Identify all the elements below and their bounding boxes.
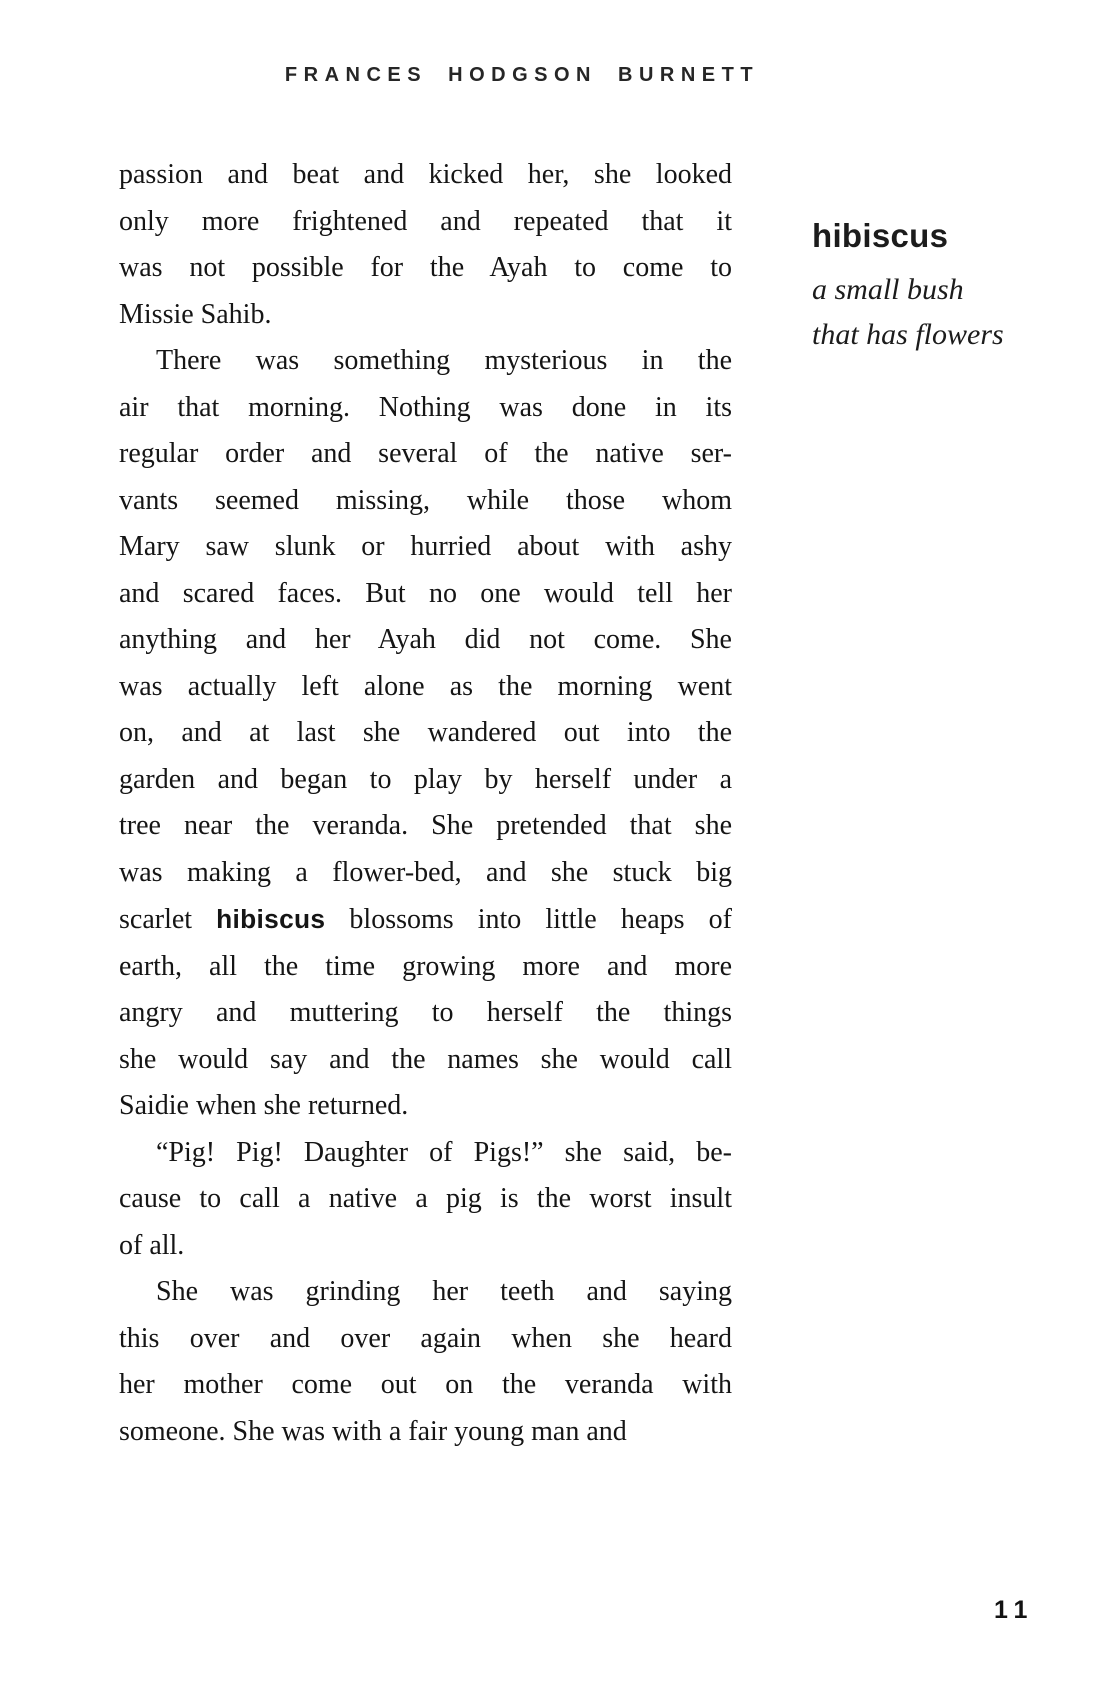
body-line: Missie Sahib.	[119, 298, 272, 330]
glossary-term: hibiscus	[812, 217, 949, 254]
body-line: “Pig! Pig! Daughter of Pigs!” she said, be-	[156, 1136, 732, 1168]
body-line: She was grinding her teeth and saying	[156, 1276, 732, 1307]
body-line: air that morning. Nothing was done in its	[119, 391, 732, 423]
body-line: scarlet hibiscus blossoms into little heaps of	[119, 904, 733, 935]
body-line: was actually left alone as the morning went	[119, 670, 732, 702]
body-line: angry and muttering to herself the things	[119, 997, 732, 1028]
body-line: and scared faces. But no one would tell her	[119, 577, 732, 609]
body-line: of all.	[119, 1229, 185, 1261]
body-line: Saidie when she returned.	[119, 1090, 409, 1121]
page-number: 11	[994, 1596, 1035, 1624]
glossary-definition-line: that has flowers	[812, 318, 1004, 351]
body-line: There was something mysterious in the	[156, 345, 732, 376]
body-line: was not possible for the Ayah to come to	[119, 252, 732, 283]
body-line: on, and at last she wandered out into the	[119, 717, 732, 748]
body-line: Mary saw slunk or hurried about with ashy	[119, 531, 732, 562]
body-line: vants seemed missing, while those whom	[119, 484, 732, 516]
body-text-column	[119, 152, 732, 1455]
body-line: tree near the veranda. She pretended that she	[119, 810, 732, 841]
running-head: FRANCES HODGSON BURNETT	[284, 64, 760, 86]
body-line: garden and began to play by herself under a	[119, 763, 732, 795]
body-line: only more frightened and repeated that it	[119, 205, 732, 237]
glossary-definition	[812, 267, 1042, 357]
glossary-sidebar	[812, 219, 1042, 357]
body-line: anything and her Ayah did not come. She	[119, 624, 732, 655]
body-line: passion and beat and kicked her, she looked	[119, 159, 732, 190]
body-line: regular order and several of the native ser-	[119, 438, 732, 469]
body-line: this over and over again when she heard	[119, 1322, 732, 1354]
body-line: cause to call a native a pig is the worst insult	[119, 1183, 732, 1214]
body-line: was making a flower-bed, and she stuck big	[119, 856, 732, 888]
body-line: earth, all the time growing more and more	[119, 950, 732, 982]
body-line: someone. She was with a fair young man and	[119, 1415, 627, 1447]
body-line: her mother come out on the veranda with	[119, 1369, 732, 1400]
glossary-definition-line: a small bush	[812, 273, 964, 306]
body-line: she would say and the names she would call	[119, 1043, 732, 1075]
inline-glossary-term: hibiscus	[216, 904, 326, 934]
